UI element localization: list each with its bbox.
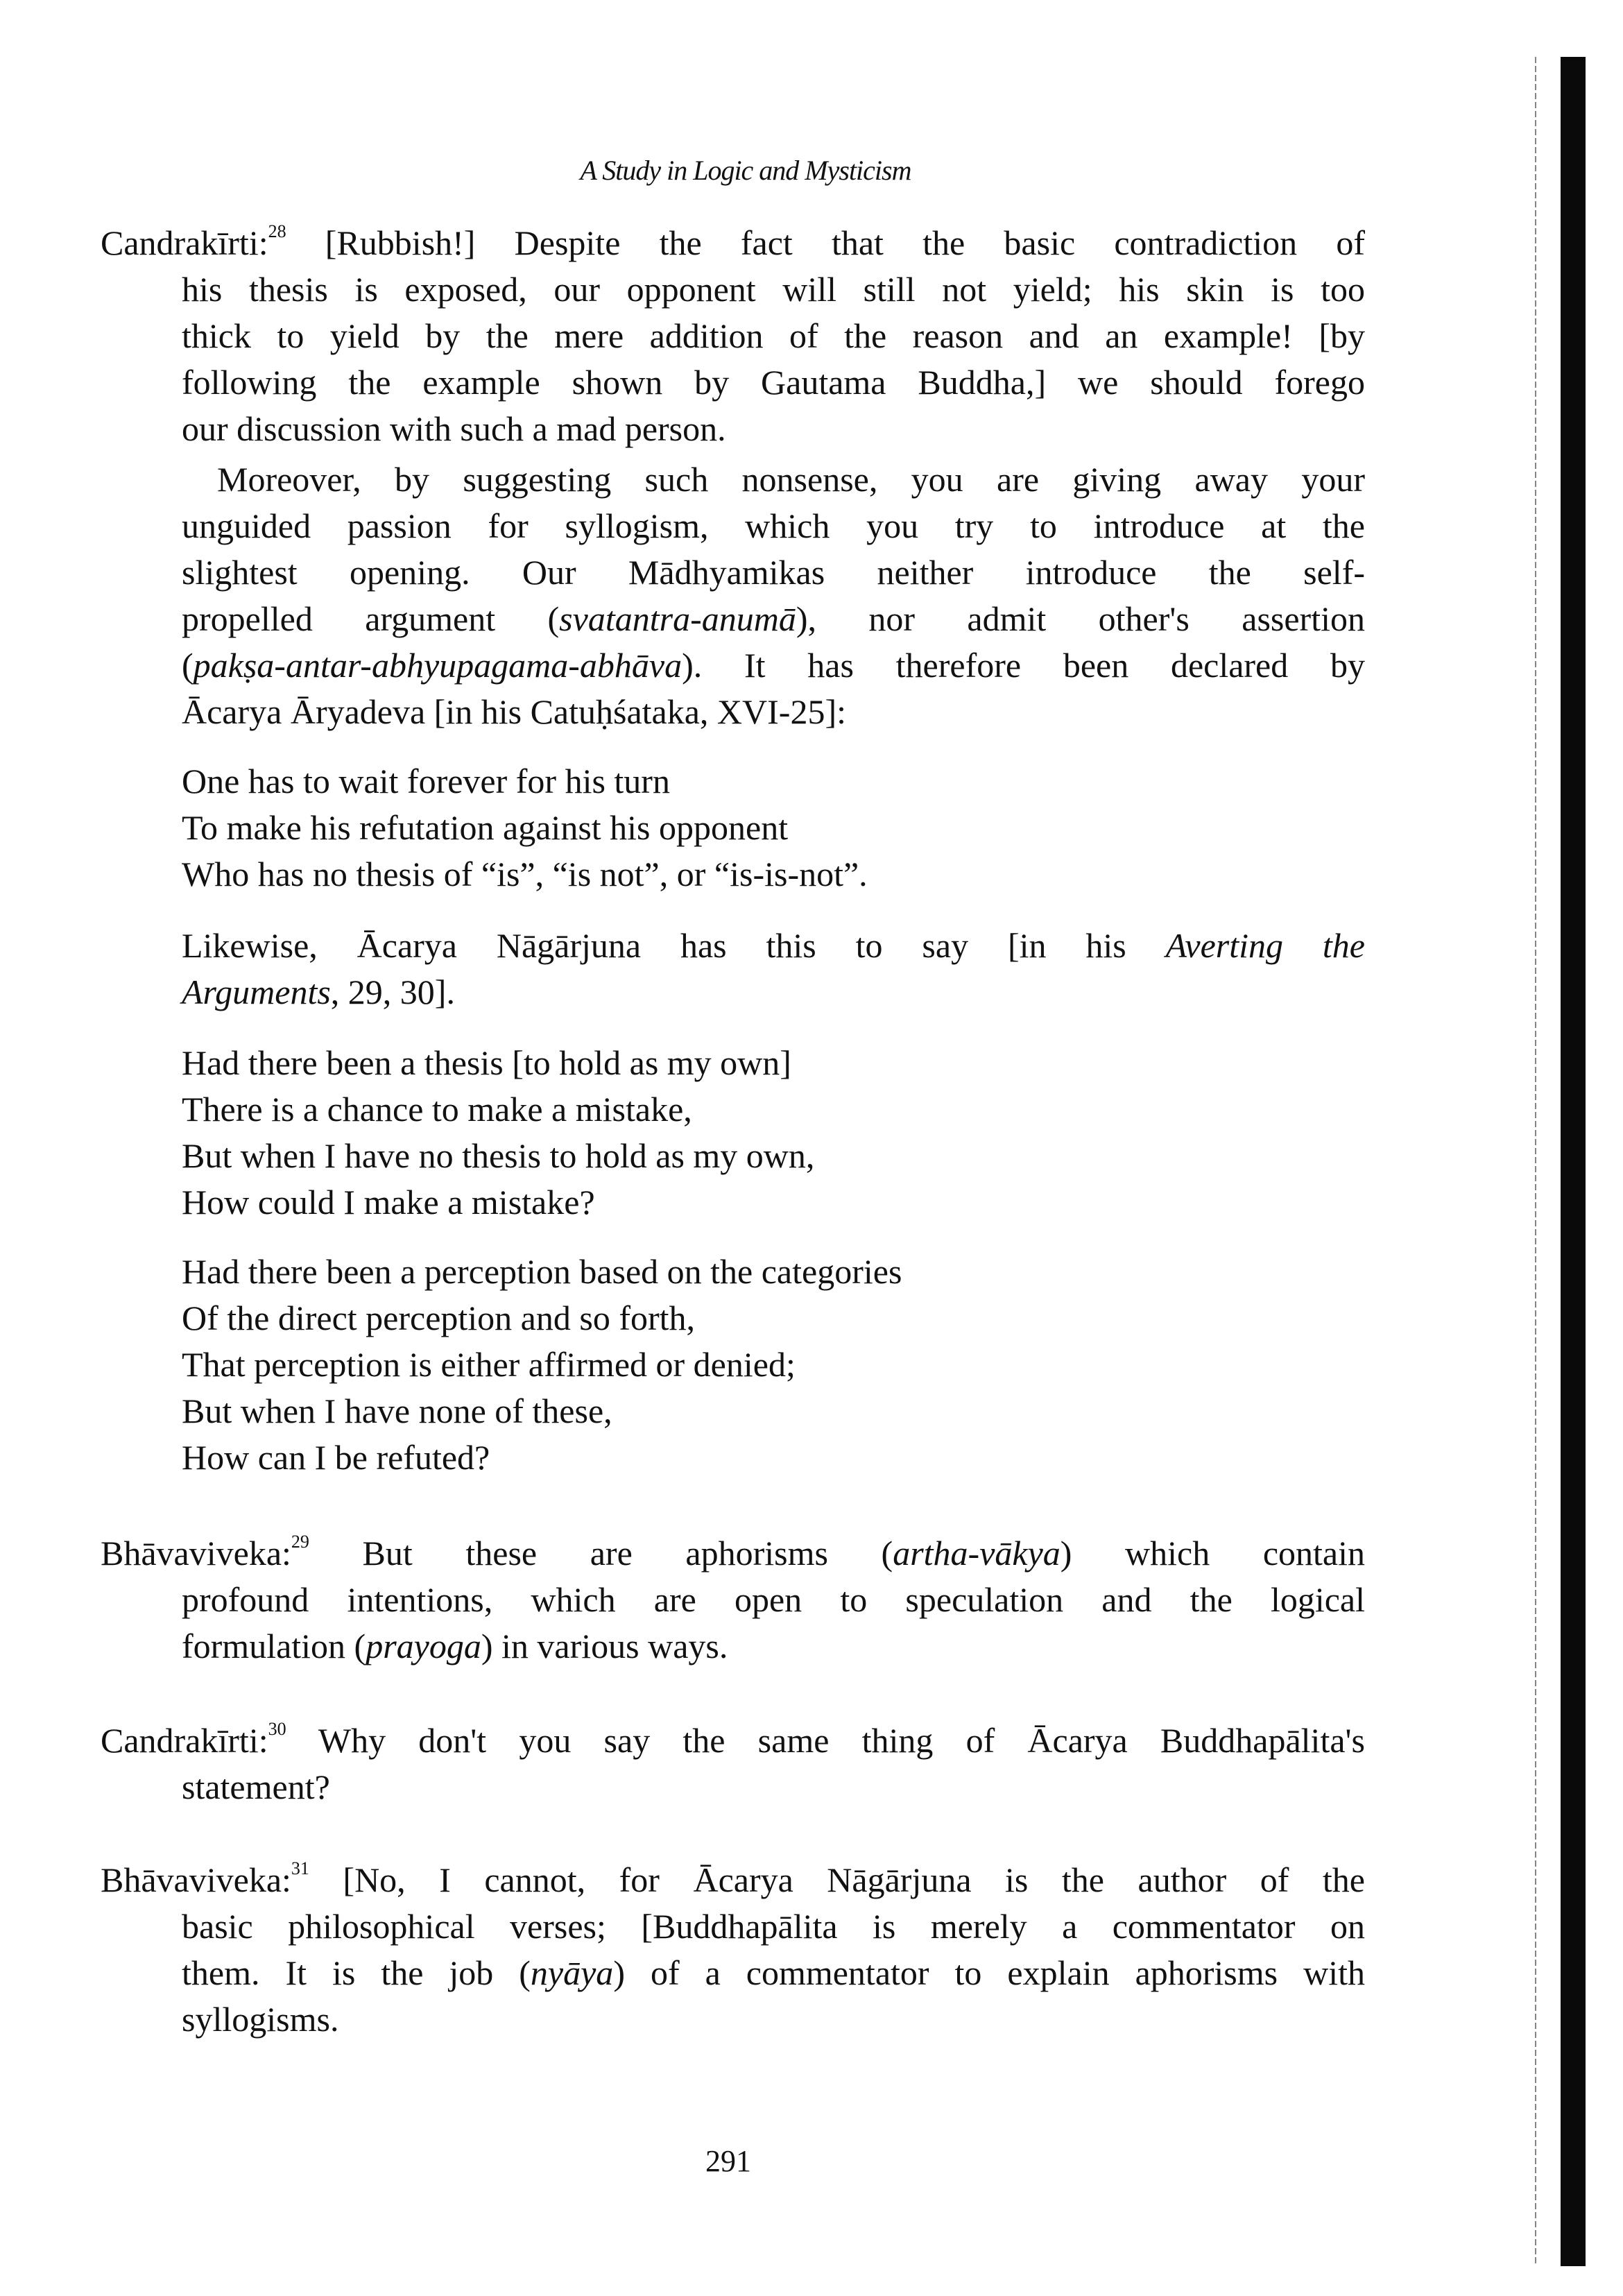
text-run: Had there been a perception based on the categories [182,1252,902,1291]
text-line [101,1295,1365,1342]
text-line [101,851,1365,898]
text-line [101,758,1365,805]
text-line [101,1996,1365,2043]
text-line [101,923,1365,969]
footnote-ref: 29 [291,1532,309,1552]
text-line [101,1388,1365,1434]
text-line [101,1434,1365,1481]
text-line [101,1857,1365,1903]
italic-term: prayoga [366,1627,481,1665]
footnote-ref: 30 [268,1719,286,1739]
text-run: One has to wait forever for his turn [182,762,670,800]
text-run: ) which contain [1060,1534,1366,1573]
text-run: his thesis is exposed, our opponent will still not yield; his skin is too [182,270,1365,309]
text-run: Likewise, Ācarya Nāgārjuna has this to say [in his [182,926,1166,965]
text-run: thick to yield by the mere addition of the reason and an example! [by [182,316,1365,355]
text-run: statement? [182,1767,330,1806]
text-run: Who has no thesis of “is”, “is not”, or “is-is-not”. [182,855,868,893]
text-run: them. It is the job ( [182,1953,531,1992]
paragraph [101,456,1365,735]
text-run: Candrakīrti: [101,223,268,262]
text-run: slightest opening. Our Mādhyamikas neither introduce the self- [182,553,1365,592]
text-run: Why don't you say the same thing of Ācarya Buddhapālita's [286,1721,1365,1760]
footnote-ref: 28 [268,221,286,241]
text-run: formulation ( [182,1627,366,1665]
text-line [101,1764,1365,1810]
text-run: ), nor admit other's assertion [796,599,1365,638]
paragraph [101,1857,1365,2043]
text-run: Candrakīrti: [101,1721,268,1760]
italic-term: nyāya [530,1953,614,1992]
scan-edge-line [1535,57,1536,2266]
text-line [101,1040,1365,1086]
text-line [101,1950,1365,1996]
italic-term: svatantra-anumā [559,599,796,638]
text-line [101,1530,1365,1577]
text-line [101,1086,1365,1133]
text-run: To make his refutation against his opponent [182,808,789,847]
text-line [101,1179,1365,1226]
text-run: [No, I cannot, for Ācarya Nāgārjuna is the author of the [309,1860,1365,1899]
text-run: Ācarya Āryadeva [in his Catuḥśataka, XVI-25]: [182,692,846,731]
text-run: , 29, 30]. [330,973,455,1011]
text-line [101,596,1365,642]
paragraph [101,1717,1365,1810]
text-run: That perception is either affirmed or denied; [182,1345,796,1384]
text-line [101,1133,1365,1179]
italic-term: pakṣa-antar-abhyupagama-abhāva [193,646,682,685]
running-head: A Study in Logic and Mysticism [580,155,911,186]
text-run: There is a chance to make a mistake, [182,1090,692,1129]
scan-edge-shadow [1561,57,1586,2266]
text-run: Had there been a thesis [to hold as my own] [182,1043,791,1082]
text-run: Of the direct perception and so forth, [182,1299,696,1337]
text-run: Bhāvaviveka: [101,1534,291,1573]
verse-quote [101,758,1365,898]
paragraph [101,220,1365,452]
text-line [101,805,1365,851]
text-run: Moreover, by suggesting such nonsense, you are giving away your [217,460,1365,499]
text-run: ). It has therefore been declared by [682,646,1365,685]
text-line [101,456,1365,503]
paragraph [101,1530,1365,1670]
text-line [101,1249,1365,1295]
text-run: But when I have none of these, [182,1391,612,1430]
footnote-ref: 31 [291,1858,309,1878]
text-run: unguided passion for syllogism, which you try to introduce at the [182,506,1365,545]
text-run: [Rubbish!] Despite the fact that the basic contradiction of [286,223,1365,262]
text-run: propelled argument ( [182,599,560,638]
text-line [101,642,1365,689]
text-line [101,1623,1365,1670]
text-line [101,359,1365,406]
text-line [101,406,1365,452]
text-run: How could I make a mistake? [182,1183,595,1222]
text-run: How can I be refuted? [182,1438,490,1477]
text-run: ( [182,646,194,685]
text-run: ) of a commentator to explain aphorisms with [613,1953,1365,1992]
text-line [101,1577,1365,1623]
text-line [101,313,1365,359]
text-line [101,220,1365,266]
text-line [101,1717,1365,1764]
paragraph [101,923,1365,1016]
text-line [101,549,1365,596]
text-line [101,1342,1365,1388]
text-run: But these are aphorisms ( [309,1534,893,1573]
text-run: But when I have no thesis to hold as my own, [182,1136,815,1175]
text-line [101,266,1365,313]
text-line [101,689,1365,735]
text-run: ) in various ways. [481,1627,728,1665]
text-run: our discussion with such a mad person. [182,409,726,448]
page-number: 291 [705,2144,751,2178]
verse-quote [101,1040,1365,1226]
text-line [101,1903,1365,1950]
italic-term: artha-vākya [893,1534,1060,1573]
text-run: basic philosophical verses; [Buddhapālita is merely a commentator on [182,1907,1365,1946]
text-run: profound intentions, which are open to speculation and the logical [182,1580,1365,1619]
text-line [101,503,1365,549]
italic-term: Averting the [1165,926,1366,965]
text-run: syllogisms. [182,2000,339,2039]
text-run: following the example shown by Gautama Buddha,] we should forego [182,363,1365,402]
text-line [101,969,1365,1016]
verse-quote [101,1249,1365,1481]
text-run: Bhāvaviveka: [101,1860,291,1899]
italic-term: Arguments [182,973,331,1011]
